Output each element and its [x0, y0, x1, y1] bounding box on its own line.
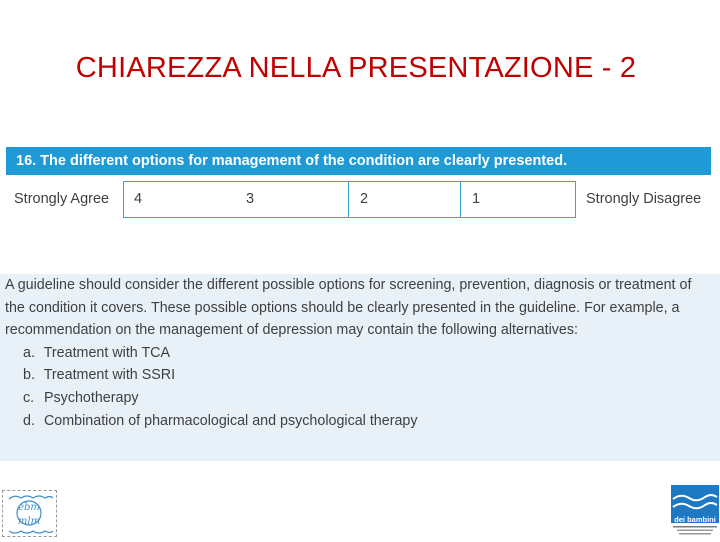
- ospedale-dei-bambini-logo: [671, 485, 719, 537]
- rating-value-2: 2: [360, 191, 369, 207]
- rating-box-1[interactable]: [460, 181, 576, 218]
- description-intro: A guideline should consider the different possible options for screening, prevention, diagnosis or treatment of the condition it covers. These possible options should be clearly presented in the guideline. For example, a recommendation on the management of depression may contain the following alternatives:: [5, 277, 692, 339]
- rating-box-2[interactable]: [348, 181, 461, 218]
- list-item: [5, 364, 714, 387]
- rating-value-3: 3: [246, 191, 255, 207]
- list-item-text: Treatment with SSRI: [43, 367, 176, 384]
- description-panel: [0, 274, 720, 461]
- svg-text:dei bambini: dei bambini: [674, 515, 716, 524]
- ospedale-dei-bambini-logo-icon: [671, 485, 719, 537]
- alternatives-list: [5, 342, 714, 432]
- rating-value-1: 1: [472, 191, 481, 207]
- scale-right-label: Strongly Disagree: [586, 191, 702, 207]
- list-item-text: Psychotherapy: [43, 389, 139, 406]
- rating-scale: [0, 181, 720, 218]
- list-item-text: Treatment with TCA: [43, 344, 171, 361]
- rating-box-4-3[interactable]: [123, 181, 349, 218]
- list-item-text: Combination of pharmacological and psychological therapy: [43, 412, 418, 429]
- svg-text:ebm: ebm: [18, 502, 40, 513]
- list-marker: b.: [23, 367, 35, 384]
- rating-value-4: 4: [134, 191, 143, 207]
- list-item: [5, 387, 714, 410]
- list-marker: c.: [23, 389, 35, 406]
- slide-title: CHIAREZZA NELLA PRESENTAZIONE - 2: [75, 52, 637, 84]
- list-marker: a.: [23, 344, 35, 361]
- list-item: [5, 342, 714, 365]
- scale-left-label: Strongly Agree: [14, 191, 110, 207]
- list-marker: d.: [23, 412, 35, 429]
- ebm-mlm-logo: [2, 490, 57, 537]
- list-item: [5, 410, 714, 433]
- svg-text:mlm: mlm: [17, 516, 41, 527]
- question-bar: 16. The different options for management of the condition are clearly presented.: [6, 147, 711, 175]
- ebm-mlm-logo-icon: [3, 491, 56, 536]
